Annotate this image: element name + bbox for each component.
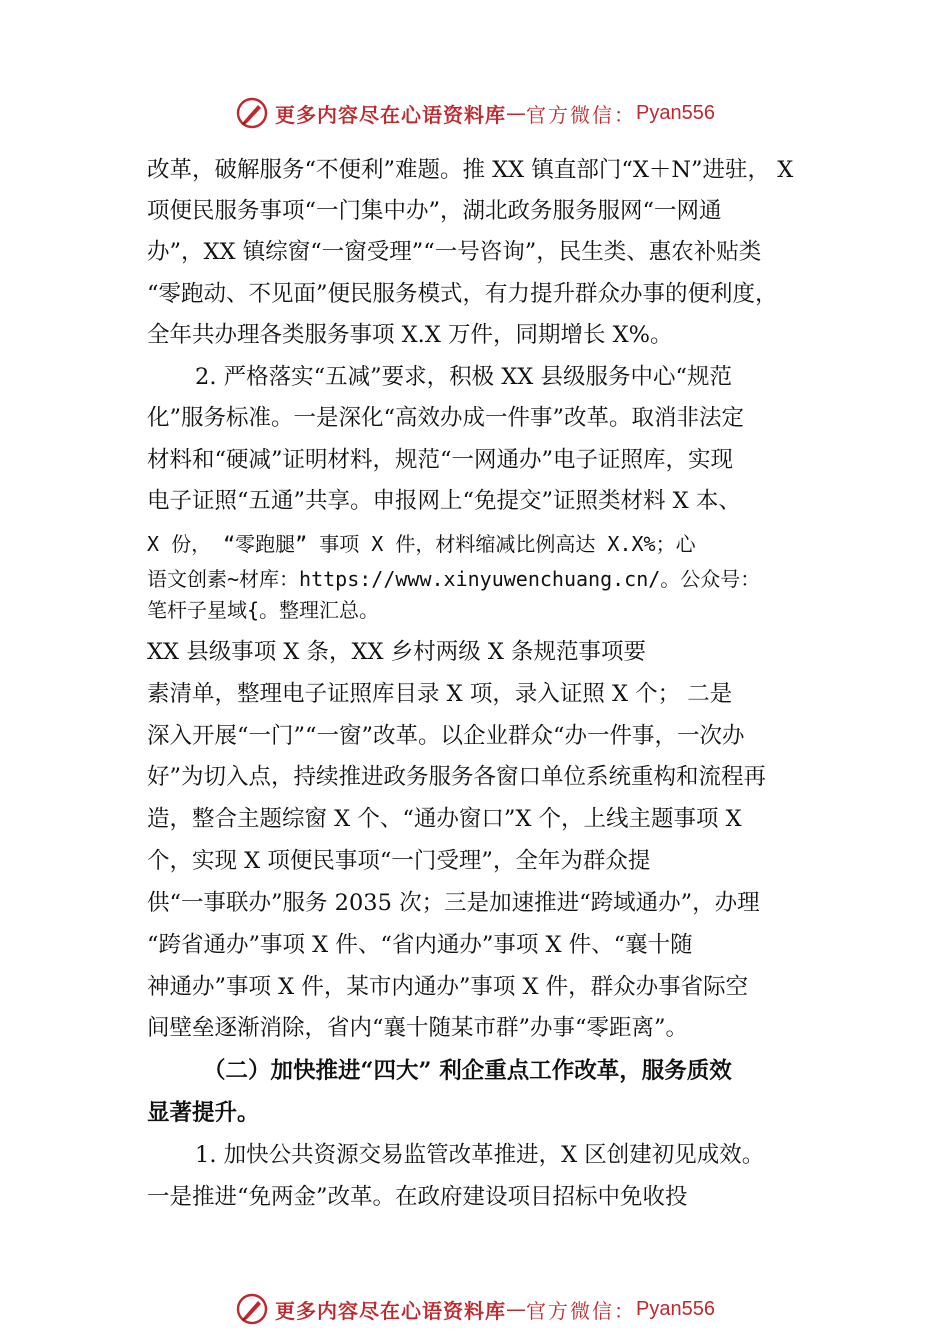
text-line: “零跑动、不见面”便民服务模式，有力提升群众办事的便利度， — [147, 281, 778, 307]
header-brand: 更多内容尽在心语资料库 — [275, 102, 507, 127]
text-line: 2. 严格落实“五减”要求，积极 XX 县级服务中心“规范 — [195, 364, 732, 390]
header-dash: — — [506, 101, 527, 125]
text-line: X 份， “零跑腿” 事项 X 件，材料缩减比例高达 X.X%；心 — [147, 532, 696, 556]
footer-dash: — — [506, 1297, 527, 1321]
section-heading: （二）加快推进“四大” 利企重点工作改革，服务质效 — [203, 1058, 732, 1084]
footer-wechat-handle: Pyan556 — [636, 1297, 715, 1320]
text-line: 办”，XX 镇综窗“一窗受理”“一号咨询”，民生类、惠农补贴类 — [147, 239, 762, 265]
text-line: 化”服务标准。一是深化“高效办成一件事”改革。取消非法定 — [147, 405, 745, 431]
text-line: 造，整合主题综窗 X 个、“通办窗口”X 个，上线主题事项 X — [147, 806, 742, 832]
watermark-line: 笔杆子星域{。整理汇总。 — [147, 598, 380, 622]
footer-wechat-label: 官方微信： — [526, 1298, 637, 1323]
text-line: 材料和“硬减”证明材料，规范“一网通办”电子证照库，实现 — [147, 447, 734, 473]
text-line: 好”为切入点，持续推进政务服务各窗口单位系统重构和流程再 — [147, 764, 767, 790]
pen-logo-icon — [235, 96, 269, 130]
text-line: 神通办”事项 X 件，某市内通办”事项 X 件，群众办事省际空 — [147, 974, 749, 1000]
text-line: 个，实现 X 项便民事项“一门受理”，全年为群众提 — [147, 848, 651, 874]
text-line: 改革，破解服务“不便利”难题。推 XX 镇直部门“X＋N”进驻， X — [147, 157, 794, 183]
text-line: 素清单，整理电子证照库目录 X 项，录入证照 X 个； 二是 — [147, 681, 733, 707]
watermark-line: 语文创素~材库：https://www.xinyuwenchuang.cn/。公众号： — [147, 567, 761, 591]
pen-logo-icon — [235, 1292, 269, 1326]
text-line: XX 县级事项 X 条，XX 乡村两级 X 条规范事项要 — [147, 639, 647, 665]
text-line: 全年共办理各类服务事项 X.X 万件，同期增长 X%。 — [147, 322, 673, 348]
text-line: 电子证照“五通”共享。申报网上“免提交”证照类材料 X 本、 — [147, 488, 741, 514]
text-line: 深入开展“一门”“一窗”改革。以企业群众“办一件事，一次办 — [147, 723, 745, 749]
page-header — [0, 96, 950, 130]
header-wechat-handle: Pyan556 — [636, 101, 715, 124]
text-line: 间壁垒逐渐消除，省内“襄十随某市群”办事“零距离”。 — [147, 1015, 689, 1041]
text-line: 1. 加快公共资源交易监管改革推进，X 区创建初见成效。 — [195, 1142, 765, 1168]
text-line: 一是推进“免两金”改革。在政府建设项目招标中免收投 — [147, 1184, 688, 1210]
header-wechat-label: 官方微信： — [526, 102, 637, 127]
page-footer — [0, 1292, 950, 1326]
footer-brand: 更多内容尽在心语资料库 — [275, 1298, 507, 1323]
section-heading: 显著提升。 — [147, 1100, 260, 1126]
text-line: “跨省通办”事项 X 件、“省内通办”事项 X 件、“襄十随 — [147, 932, 693, 958]
text-line: 项便民服务事项“一门集中办”，湖北政务服务服网“一网通 — [147, 198, 722, 224]
text-line: 供“一事联办”服务 2035 次；三是加速推进“跨域通办”，办理 — [147, 890, 760, 916]
